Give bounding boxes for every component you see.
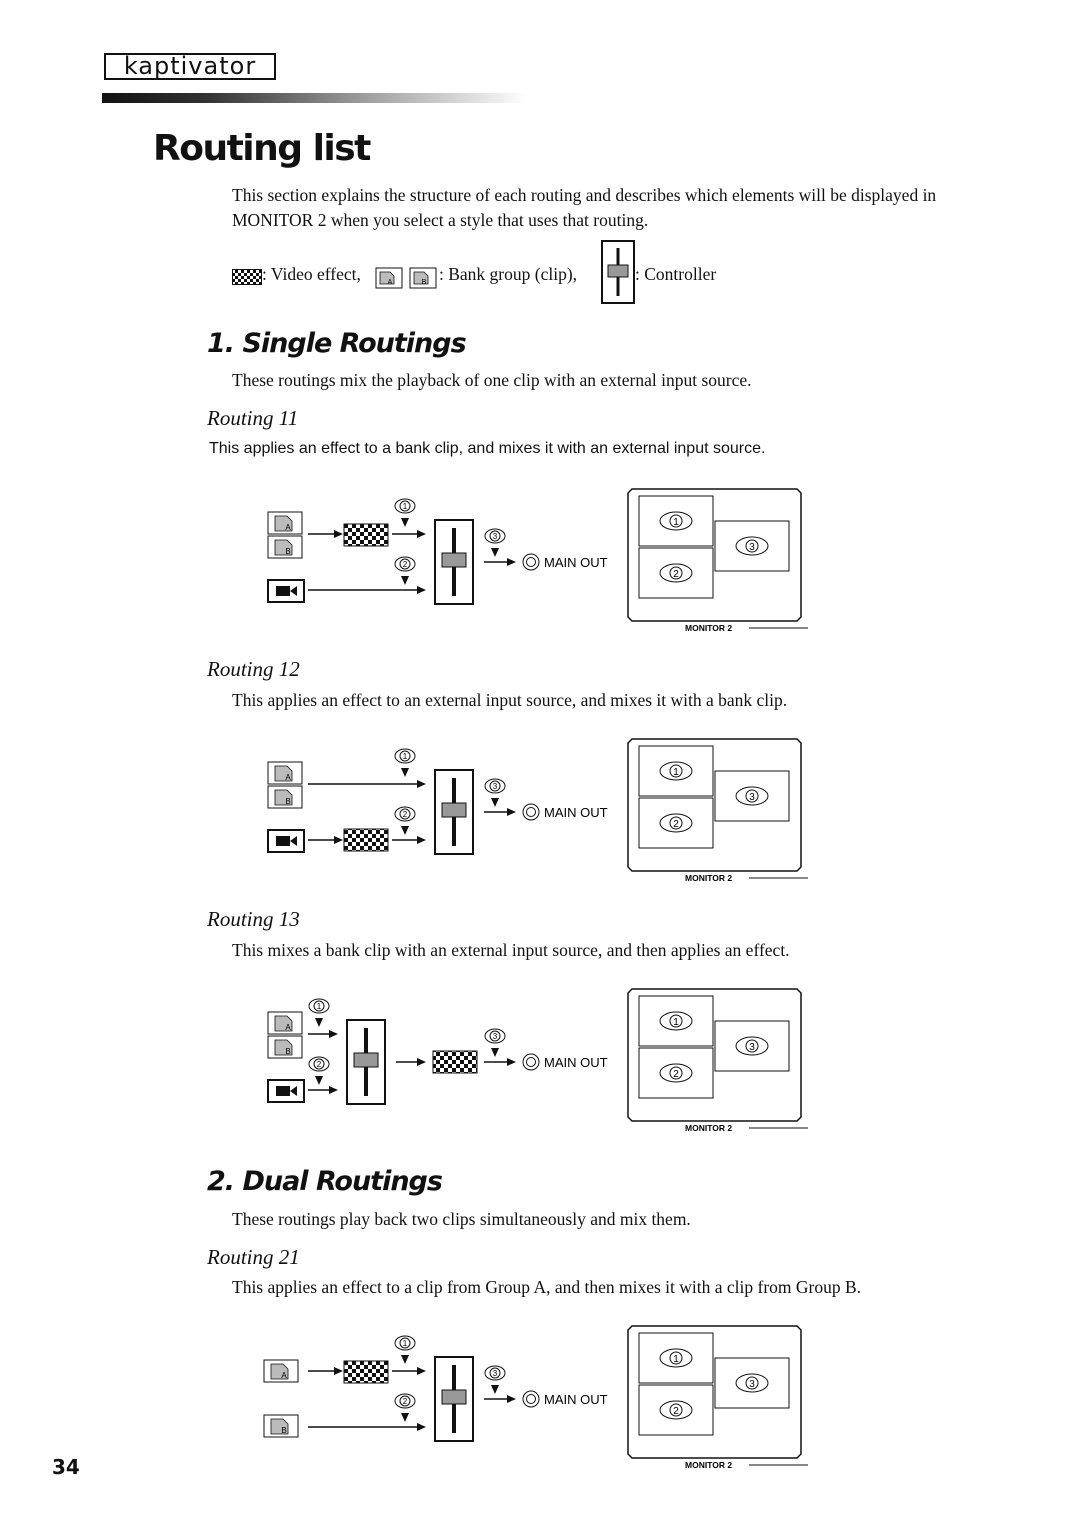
controller bbox=[435, 520, 473, 604]
marker-1-number: 1 bbox=[402, 1339, 408, 1348]
section-description-dual: These routings play back two clips simultaneously and mix them. bbox=[232, 1209, 691, 1229]
monitor-marker-1 bbox=[660, 762, 692, 780]
bank-a-icon bbox=[264, 1360, 298, 1382]
marker-2-number: 2 bbox=[402, 810, 408, 819]
page-title: Routing list bbox=[153, 128, 370, 169]
routing-11-title: Routing 11 bbox=[207, 406, 299, 430]
monitor-marker-2 bbox=[660, 814, 692, 832]
routing-21-title: Routing 21 bbox=[207, 1245, 300, 1269]
routing-12-diagram bbox=[260, 738, 820, 888]
bank-a-letter: A bbox=[285, 773, 291, 782]
header-gradient-bar bbox=[102, 93, 527, 103]
routing-13-description: This mixes a bank clip with an external input source, and then applies an effect. bbox=[232, 940, 790, 960]
monitor-label: MONITOR 2 bbox=[685, 1460, 733, 1470]
monitor-marker-2-number: 2 bbox=[673, 1069, 679, 1080]
monitor-marker-2-number: 2 bbox=[673, 569, 679, 580]
routing-21-diagram bbox=[260, 1325, 820, 1475]
monitor-marker-2 bbox=[660, 1401, 692, 1419]
bank-b-icon bbox=[264, 1415, 298, 1437]
monitor-marker-1-number: 1 bbox=[673, 1354, 679, 1365]
controller bbox=[347, 1020, 385, 1104]
monitor-marker-3 bbox=[736, 1037, 768, 1055]
bank-a-icon bbox=[268, 512, 302, 534]
monitor-marker-1 bbox=[660, 1012, 692, 1030]
video-effect-icon bbox=[232, 267, 262, 287]
marker-2-number: 2 bbox=[402, 560, 408, 569]
bank-a-letter: A bbox=[285, 523, 291, 532]
main-out-label: MAIN OUT bbox=[544, 1392, 608, 1407]
main-out-label: MAIN OUT bbox=[544, 555, 608, 570]
monitor-2 bbox=[628, 989, 808, 1133]
bank-group-icon bbox=[375, 266, 437, 290]
video-effect-block bbox=[344, 1361, 388, 1383]
page-number: 34 bbox=[52, 1455, 80, 1479]
bank-b-icon bbox=[268, 536, 302, 558]
bank-b-icon bbox=[268, 786, 302, 808]
monitor-marker-3-number: 3 bbox=[749, 792, 755, 803]
monitor-marker-3-number: 3 bbox=[749, 1042, 755, 1053]
monitor-marker-3-number: 3 bbox=[749, 1379, 755, 1390]
monitor-marker-1-number: 1 bbox=[673, 517, 679, 528]
monitor-2 bbox=[628, 489, 808, 633]
routing-13-title: Routing 13 bbox=[207, 907, 300, 931]
monitor-marker-2-number: 2 bbox=[673, 1406, 679, 1417]
routing-11-description: This applies an effect to a bank clip, and mixes it with an external input source. bbox=[209, 440, 766, 457]
main-out-label: MAIN OUT bbox=[544, 1055, 608, 1070]
kaptivator-logo: kaptivator bbox=[104, 53, 276, 80]
routing-21-description: This applies an effect to a clip from Group A, and then mixes it with a clip from Group B. bbox=[232, 1277, 862, 1297]
routing-12-title: Routing 12 bbox=[207, 657, 300, 681]
monitor-marker-1-number: 1 bbox=[673, 1017, 679, 1028]
marker-2 bbox=[309, 1057, 329, 1085]
bank-b-letter: B bbox=[285, 797, 291, 806]
controller bbox=[435, 1357, 473, 1441]
routing-13-diagram bbox=[260, 988, 820, 1138]
marker-3-number: 3 bbox=[492, 532, 498, 541]
camera-icon bbox=[268, 830, 304, 852]
legend-bank-b-letter: B bbox=[421, 279, 427, 286]
marker-1-number: 1 bbox=[402, 502, 408, 511]
marker-1 bbox=[309, 999, 329, 1027]
main-out-label: MAIN OUT bbox=[544, 805, 608, 820]
marker-3 bbox=[485, 1366, 505, 1394]
monitor-marker-3 bbox=[736, 787, 768, 805]
camera-icon bbox=[268, 580, 304, 602]
monitor-marker-2-number: 2 bbox=[673, 819, 679, 830]
marker-2 bbox=[395, 557, 415, 585]
bank-b-icon bbox=[268, 1036, 302, 1058]
marker-2 bbox=[395, 807, 415, 835]
video-effect-block bbox=[344, 524, 388, 546]
bank-a-letter: A bbox=[285, 1023, 291, 1032]
main-out bbox=[523, 1391, 608, 1407]
legend-controller-label: : Controller bbox=[635, 264, 717, 284]
marker-3-number: 3 bbox=[492, 1032, 498, 1041]
marker-1 bbox=[395, 749, 415, 777]
video-effect-block bbox=[433, 1051, 477, 1073]
section-description-single: These routings mix the playback of one clip with an external input source. bbox=[232, 370, 752, 390]
bank-a-icon bbox=[268, 1012, 302, 1034]
main-out bbox=[523, 554, 608, 570]
monitor-marker-1 bbox=[660, 512, 692, 530]
controller bbox=[435, 770, 473, 854]
marker-3-number: 3 bbox=[492, 1369, 498, 1378]
main-out bbox=[523, 804, 608, 820]
monitor-marker-3 bbox=[736, 1374, 768, 1392]
monitor-marker-3-number: 3 bbox=[749, 542, 755, 553]
routing-12-description: This applies an effect to an external input source, and mixes it with a bank clip. bbox=[232, 690, 788, 710]
monitor-label: MONITOR 2 bbox=[685, 873, 733, 883]
bank-b-letter: B bbox=[281, 1426, 287, 1435]
marker-2-number: 2 bbox=[316, 1060, 322, 1069]
monitor-marker-2 bbox=[660, 1064, 692, 1082]
intro-paragraph: This section explains the structure of each routing and describes which elements will be displayed in MONITOR 2 when you select a style that uses that routing. bbox=[232, 185, 937, 230]
bank-b-letter: B bbox=[285, 547, 291, 556]
legend-bank-a-letter: A bbox=[387, 279, 393, 286]
marker-3 bbox=[485, 779, 505, 807]
marker-1 bbox=[395, 499, 415, 527]
monitor-marker-1 bbox=[660, 1349, 692, 1367]
marker-2-number: 2 bbox=[402, 1397, 408, 1406]
bank-a-icon bbox=[268, 762, 302, 784]
marker-3-number: 3 bbox=[492, 782, 498, 791]
video-effect-block bbox=[344, 829, 388, 851]
monitor-label: MONITOR 2 bbox=[685, 1123, 733, 1133]
main-out bbox=[523, 1054, 608, 1070]
controller-icon bbox=[601, 240, 635, 304]
routing-11-diagram bbox=[260, 488, 820, 638]
monitor-marker-2 bbox=[660, 564, 692, 582]
marker-1-number: 1 bbox=[316, 1002, 322, 1011]
bank-a-letter: A bbox=[281, 1371, 287, 1380]
marker-3 bbox=[485, 529, 505, 557]
legend-video-effect-label: : Video effect, bbox=[262, 264, 361, 284]
bank-b-letter: B bbox=[285, 1047, 291, 1056]
monitor-label: MONITOR 2 bbox=[685, 623, 733, 633]
icon-legend bbox=[232, 240, 832, 304]
camera-icon bbox=[268, 1080, 304, 1102]
marker-3 bbox=[485, 1029, 505, 1057]
monitor-2 bbox=[628, 1326, 808, 1470]
section-heading-dual-routings: 2. Dual Routings bbox=[207, 1166, 442, 1197]
monitor-marker-3 bbox=[736, 537, 768, 555]
legend-bank-group-label: : Bank group (clip), bbox=[439, 264, 578, 284]
section-heading-single-routings: 1. Single Routings bbox=[207, 328, 466, 359]
monitor-2 bbox=[628, 739, 808, 883]
marker-1-number: 1 bbox=[402, 752, 408, 761]
monitor-marker-1-number: 1 bbox=[673, 767, 679, 778]
marker-2 bbox=[395, 1394, 415, 1422]
marker-1 bbox=[395, 1336, 415, 1364]
